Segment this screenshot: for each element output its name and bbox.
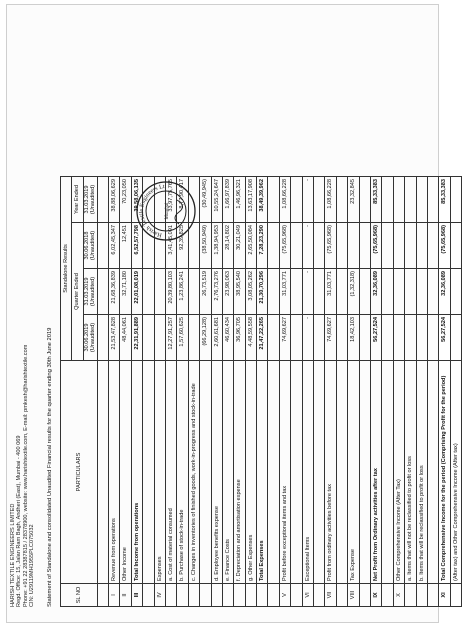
row-slno: [382, 584, 393, 607]
rotated-results-sheet: [7, 15, 459, 615]
col-head-date-3: 30.06.2018 (Unaudited): [83, 223, 97, 269]
row-slno: II: [120, 584, 131, 607]
row-value-col-4: 13,63,17,908: [245, 177, 256, 223]
row-particular: Total Income from operations: [131, 361, 142, 584]
row-value-col-1: [427, 315, 438, 361]
row-value-col-2: 38,95,540: [234, 269, 245, 315]
row-particular: Expenses: [154, 361, 165, 584]
row-value-col-3: 1,38,94,953: [211, 223, 222, 269]
row-slno: [416, 584, 427, 607]
company-header: [10, 127, 36, 607]
row-value-col-1: [143, 315, 154, 361]
table-row: [245, 177, 256, 607]
row-value-col-4: 1,46,96,321: [234, 177, 245, 223]
table-row: [291, 177, 302, 607]
row-value-col-1: -: [302, 315, 313, 361]
row-particular: c. Changes in inventories of finished goods, work-in-progress and stock-in-trade: [188, 361, 199, 584]
row-slno: [336, 584, 347, 607]
col-head-year: Year Ended: [72, 177, 83, 223]
results-table: [60, 176, 462, 607]
row-value-col-1: (66,29,128): [200, 315, 211, 361]
col-head-particulars: PARTICULARS: [61, 361, 98, 584]
row-value-col-4: 38,49,39,962: [257, 177, 268, 223]
table-row: [314, 177, 325, 607]
row-value-col-1: 46,60,434: [222, 315, 233, 361]
row-value-col-1: 74,69,627: [279, 315, 290, 361]
row-particular: Other Comprehensive Income (After Tax): [393, 361, 404, 584]
row-value-col-3: [450, 223, 461, 269]
col-head-date-2: 31.03.2019 (Unaudited): [83, 269, 97, 315]
registered-office: Regd. Office: 15, Jalan Ram Bagh, Andheri (East), Mumbai - 400 069: [16, 435, 23, 607]
table-row: [234, 177, 245, 607]
row-particular: [200, 361, 211, 584]
row-value-col-1: [405, 315, 416, 361]
row-value-col-3: 6,02,45,347: [109, 223, 120, 269]
row-value-col-1: [416, 315, 427, 361]
table-row: [120, 177, 131, 607]
row-slno: [143, 584, 154, 607]
row-value-col-4: 85,33,383: [439, 177, 450, 223]
row-value-col-3: -: [302, 223, 313, 269]
row-value-col-2: [393, 269, 404, 315]
row-value-col-1: 56,27,524: [371, 315, 382, 361]
row-value-col-1: [336, 315, 347, 361]
row-value-col-4: 1,66,97,839: [222, 177, 233, 223]
row-slno: [222, 584, 233, 607]
row-slno: [188, 584, 199, 607]
row-value-col-3: [336, 223, 347, 269]
row-value-col-1: 48,44,061: [120, 315, 131, 361]
row-value-col-2: 26,73,519: [200, 269, 211, 315]
row-value-col-1: [154, 315, 165, 361]
company-seal-stamp: [135, 180, 197, 242]
row-value-col-3: [427, 223, 438, 269]
row-particular: [97, 361, 108, 584]
row-value-col-2: 31,03,771: [325, 269, 336, 315]
row-value-col-1: [314, 315, 325, 361]
row-value-col-1: 18,42,103: [348, 315, 359, 361]
row-particular: [427, 361, 438, 584]
row-value-col-2: [359, 269, 370, 315]
statement-caption: Statement of Standalone and consolidated Unaudited Financial results for the quarter ending 30th June 2019: [47, 327, 53, 607]
row-value-col-1: 22,31,91,889: [131, 315, 142, 361]
table-row: [109, 177, 120, 607]
row-value-col-3: [348, 223, 359, 269]
row-value-col-4: 8,77,90,417: [177, 177, 188, 223]
table-row: [348, 177, 359, 607]
row-particular: f. Depreciation and amortisation expense: [234, 361, 245, 584]
row-particular: Total Expenses: [257, 361, 268, 584]
row-value-col-1: 2,60,61,681: [211, 315, 222, 361]
row-value-col-1: 21,47,22,265: [257, 315, 268, 361]
row-particular: a. Items that will not be reclassified to profit or loss: [405, 361, 416, 584]
row-particular: d. Employee benefits expense: [211, 361, 222, 584]
row-value-col-1: [393, 315, 404, 361]
row-value-col-3: 30,21,049: [234, 223, 245, 269]
row-particular: e. Finance Costs: [222, 361, 233, 584]
row-slno: [200, 584, 211, 607]
row-value-col-4: [336, 177, 347, 223]
contact-line: Phone: +91 22 28387815 / 28378900, website: www.harishtextile.com, E-mail: pmkesh@harishtextile.com: [22, 344, 29, 607]
row-value-col-2: 21,68,36,839: [109, 269, 120, 315]
table-row: [302, 177, 313, 607]
row-value-col-1: [188, 315, 199, 361]
row-value-col-3: [393, 223, 404, 269]
row-value-col-4: 39,58,06,135: [131, 177, 142, 223]
row-particular: [314, 361, 325, 584]
row-value-col-4: 1,08,66,228: [279, 177, 290, 223]
row-particular: Net Profit from Ordinary activities after tax: [371, 361, 382, 584]
row-slno: IV: [154, 584, 165, 607]
table-row: [268, 177, 279, 607]
row-particular: [291, 361, 302, 584]
row-particular: [359, 361, 370, 584]
row-value-col-3: (75,65,968): [325, 223, 336, 269]
row-particular: Tax Expense: [348, 361, 359, 584]
row-particular: a. Cost of material consumed: [165, 361, 176, 584]
table-row: [336, 177, 347, 607]
row-value-col-3: 6,52,57,798: [131, 223, 142, 269]
row-particular: Profit from ordinary activities before tax: [325, 361, 336, 584]
row-slno: VII: [325, 584, 336, 607]
row-value-col-4: 23,32,845: [348, 177, 359, 223]
col-head-date-4: 31.03.2019 (Unaudited): [83, 177, 97, 223]
table-row: [450, 177, 461, 607]
row-slno: [234, 584, 245, 607]
row-value-col-4: (30,49,945): [200, 177, 211, 223]
row-slno: I: [109, 584, 120, 607]
row-value-col-2: [188, 269, 199, 315]
row-value-col-3: (75,65,968): [439, 223, 450, 269]
row-value-col-2: 32,36,089: [371, 269, 382, 315]
row-value-col-4: [393, 177, 404, 223]
row-value-col-3: (75,65,968): [279, 223, 290, 269]
row-value-col-2: -: [302, 269, 313, 315]
table-row: [257, 177, 268, 607]
company-name: HARISH TEXTILE ENGINEERS LIMITED: [10, 503, 16, 607]
row-value-col-1: 4,48,59,558: [245, 315, 256, 361]
row-value-col-2: 32,71,180: [120, 269, 131, 315]
row-particular: [268, 361, 279, 584]
row-value-col-3: [268, 223, 279, 269]
row-value-col-2: 1,23,86,241: [177, 269, 188, 315]
row-value-col-2: [143, 269, 154, 315]
row-slno: IX: [371, 584, 382, 607]
row-slno: [291, 584, 302, 607]
row-value-col-1: 12,27,91,257: [165, 315, 176, 361]
row-slno: [257, 584, 268, 607]
row-value-col-2: [336, 269, 347, 315]
row-value-col-4: [291, 177, 302, 223]
row-value-col-4: -: [302, 177, 313, 223]
row-value-col-2: 20,39,80,103: [165, 269, 176, 315]
row-value-col-3: [359, 223, 370, 269]
row-value-col-1: [382, 315, 393, 361]
row-value-col-2: [154, 269, 165, 315]
row-particular: Other Income: [120, 361, 131, 584]
table-row: [325, 177, 336, 607]
row-value-col-4: [359, 177, 370, 223]
row-slno: VIII: [348, 584, 359, 607]
row-value-col-4: [382, 177, 393, 223]
col-head-quarter: Quarter Ended: [72, 223, 83, 361]
row-value-col-2: [416, 269, 427, 315]
row-value-col-2: [382, 269, 393, 315]
row-value-col-4: 33,97,75,765: [165, 177, 176, 223]
row-particular: g. Other Expenses: [245, 361, 256, 584]
row-value-col-1: [291, 315, 302, 361]
svg-text:Mumbai: Mumbai: [165, 202, 170, 220]
col-head-date-1: 30.06.2019 (Unaudited): [83, 315, 97, 361]
row-value-col-3: [314, 223, 325, 269]
row-value-col-1: 74,69,627: [325, 315, 336, 361]
col-head-slno: SL NO: [61, 584, 98, 607]
row-value-col-1: [359, 315, 370, 361]
row-value-col-2: 2,76,73,276: [211, 269, 222, 315]
row-value-col-3: 2,65,50,084: [245, 223, 256, 269]
row-slno: [177, 584, 188, 607]
row-slno: [245, 584, 256, 607]
row-value-col-2: (1,32,318): [348, 269, 359, 315]
row-value-col-1: 56,27,524: [439, 315, 450, 361]
row-value-col-1: [268, 315, 279, 361]
row-value-col-3: [416, 223, 427, 269]
row-value-col-3: [97, 223, 108, 269]
row-value-col-2: [427, 269, 438, 315]
table-row: [97, 177, 108, 607]
row-value-col-4: [97, 177, 108, 223]
row-particular: [143, 361, 154, 584]
row-value-col-2: [450, 269, 461, 315]
table-row: [439, 177, 450, 607]
row-slno: V: [279, 584, 290, 607]
row-value-col-4: [450, 177, 461, 223]
row-value-col-1: 21,53,47,828: [109, 315, 120, 361]
row-value-col-3: 28,14,802: [222, 223, 233, 269]
row-value-col-3: [382, 223, 393, 269]
table-row: [359, 177, 370, 607]
row-slno: [97, 584, 108, 607]
svg-text:Harish Textile Engineers Ltd: Harish Textile Engineers Lt: [138, 184, 165, 238]
row-value-col-4: 38,88,06,629: [109, 177, 120, 223]
row-value-col-2: 21,30,70,296: [257, 269, 268, 315]
row-value-col-3: (75,65,968): [371, 223, 382, 269]
row-value-col-4: [405, 177, 416, 223]
row-slno: [405, 584, 416, 607]
row-value-col-3: [291, 223, 302, 269]
row-slno: [314, 584, 325, 607]
row-value-col-4: 1,08,66,228: [325, 177, 336, 223]
row-value-col-4: [427, 177, 438, 223]
table-row: [393, 177, 404, 607]
row-value-col-1: 1,57,60,625: [177, 315, 188, 361]
row-slno: X: [393, 584, 404, 607]
row-value-col-2: [268, 269, 279, 315]
row-particular: Profit before exceptional items and tax: [279, 361, 290, 584]
row-value-col-2: 3,08,05,262: [245, 269, 256, 315]
row-particular: b. Purchase of stock-in-trade: [177, 361, 188, 584]
row-value-col-2: 23,98,063: [222, 269, 233, 315]
row-value-col-4: 70,23,050: [120, 177, 131, 223]
row-value-col-3: 3,41,45,091: [165, 223, 176, 269]
row-particular: Total Comprehensive Income for the period (Comprising Profit for the period): [439, 361, 450, 584]
row-slno: [427, 584, 438, 607]
row-slno: [268, 584, 279, 607]
row-value-col-4: [268, 177, 279, 223]
row-slno: [450, 584, 461, 607]
row-value-col-1: [97, 315, 108, 361]
row-slno: VI: [302, 584, 313, 607]
row-value-col-2: 32,36,089: [439, 269, 450, 315]
row-value-col-3: (38,50,949): [200, 223, 211, 269]
table-row: [211, 177, 222, 607]
table-row: [416, 177, 427, 607]
row-slno: XI: [439, 584, 450, 607]
row-value-col-3: 92,39,825: [177, 223, 188, 269]
row-particular: Exceptional Items: [302, 361, 313, 584]
table-row: [279, 177, 290, 607]
row-value-col-1: [450, 315, 461, 361]
row-value-col-2: [291, 269, 302, 315]
table-row: [427, 177, 438, 607]
cin-line: CIN: U29119MH1955PLC075032: [29, 524, 36, 607]
row-value-col-2: 31,03,771: [279, 269, 290, 315]
row-slno: [211, 584, 222, 607]
row-value-col-3: 12,451: [120, 223, 131, 269]
table-row: [200, 177, 211, 607]
row-value-col-1: 36,96,705: [234, 315, 245, 361]
row-value-col-4: [314, 177, 325, 223]
row-value-col-3: 7,28,23,290: [257, 223, 268, 269]
row-value-col-4: 85,33,383: [371, 177, 382, 223]
row-slno: [165, 584, 176, 607]
row-slno: [359, 584, 370, 607]
table-row: [382, 177, 393, 607]
table-row: [222, 177, 233, 607]
row-slno: III: [131, 584, 142, 607]
row-value-col-2: [405, 269, 416, 315]
table-row: [371, 177, 382, 607]
row-particular: (After tax) and Other Comprehensive Income (After tax): [450, 361, 461, 584]
row-value-col-4: 10,55,24,647: [211, 177, 222, 223]
row-value-col-2: [97, 269, 108, 315]
row-value-col-2: 22,01,08,019: [131, 269, 142, 315]
col-head-group: Standalone Results: [61, 177, 72, 361]
row-particular: [382, 361, 393, 584]
row-value-col-3: [405, 223, 416, 269]
row-particular: b. Items that will be reclassified to profit or loss: [416, 361, 427, 584]
row-value-col-2: [314, 269, 325, 315]
row-value-col-4: [416, 177, 427, 223]
row-particular: [336, 361, 347, 584]
table-row: [405, 177, 416, 607]
row-particular: Revenue from operations: [109, 361, 120, 584]
